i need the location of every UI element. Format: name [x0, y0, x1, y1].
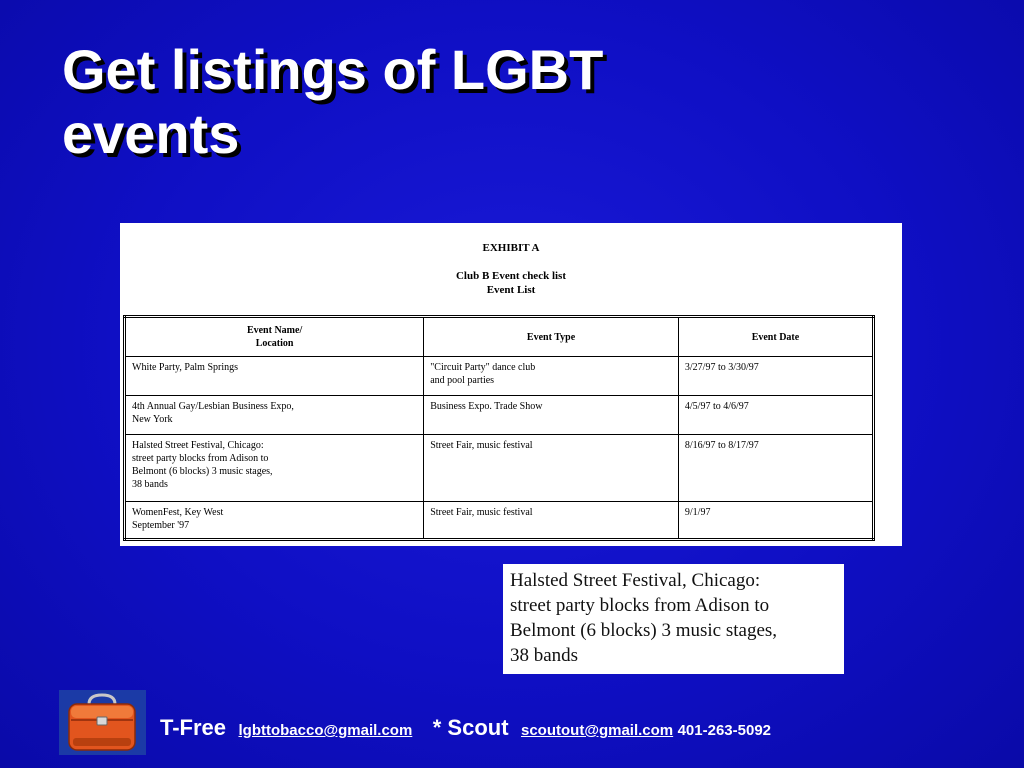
header-event-date: Event Date: [678, 317, 873, 357]
header-event-name: [125, 317, 424, 357]
zoom-line: Belmont (6 blocks) 3 music stages,: [510, 620, 778, 641]
cell-event-name-line: WomenFest, Key West: [132, 507, 224, 518]
zoom-line: Halsted Street Festival, Chicago:: [510, 570, 761, 591]
slide-title: [62, 38, 962, 166]
exhibit-list-title: Event List: [486, 284, 536, 296]
cell-event-type-line: "Circuit Party" dance club: [430, 362, 536, 373]
header-event-type: Event Type: [424, 317, 679, 357]
scout-label: * Scout: [432, 715, 509, 740]
event-table: [123, 315, 875, 541]
footer-contacts: [160, 715, 771, 741]
scout-email-link[interactable]: scoutout@gmail.com: [521, 722, 674, 739]
phone-number: 401-263-5092: [677, 722, 772, 739]
cell-event-type-line: Street Fair, music festival: [430, 440, 533, 451]
zoom-line: 38 bands: [510, 645, 579, 666]
slide-title-line-1: Get listings of LGBT: [62, 38, 604, 101]
tfree-email-link[interactable]: lgbttobacco@gmail.com: [238, 722, 413, 739]
cell-event-name-line: September '97: [132, 520, 190, 531]
cell-event-type-line: Business Expo. Trade Show: [430, 401, 543, 412]
tfree-label: T-Free: [160, 715, 227, 740]
table-row: [125, 396, 874, 435]
cell-event-name-line: White Party, Palm Springs: [132, 362, 239, 373]
cell-event-name-line: street party blocks from Adison to: [132, 453, 269, 464]
table-row: [125, 357, 874, 396]
cell-event-name: [125, 357, 424, 396]
cell-event-type: [424, 435, 679, 502]
cell-event-name-line: 38 bands: [132, 479, 168, 490]
cell-event-type-line: Street Fair, music festival: [430, 507, 533, 518]
zoom-line: street party blocks from Adison to: [510, 595, 770, 616]
cell-event-type: [424, 396, 679, 435]
cell-event-name: [125, 502, 424, 540]
cell-event-type: [424, 502, 679, 540]
cell-event-date: 9/1/97: [678, 502, 873, 540]
exhibit-title: EXHIBIT A: [482, 242, 540, 254]
cell-event-name-line: 4th Annual Gay/Lesbian Business Expo,: [132, 401, 294, 412]
cell-event-date: 3/27/97 to 3/30/97: [678, 357, 873, 396]
cell-event-name: [125, 435, 424, 502]
table-row: [125, 502, 874, 540]
table-row: [125, 435, 874, 502]
cell-event-type: [424, 357, 679, 396]
exhibit-document-image: [120, 223, 902, 546]
lunchbox-icon: [59, 690, 146, 755]
table-header-row: [125, 317, 874, 357]
cell-event-name-line: Belmont (6 blocks) 3 music stages,: [132, 466, 273, 477]
cell-event-date: 8/16/97 to 8/17/97: [678, 435, 873, 502]
cell-event-type-line: and pool parties: [430, 375, 495, 386]
header-event-name-line: Event Name/: [246, 325, 303, 336]
exhibit-subtitle: Club B Event check list: [455, 270, 566, 282]
cell-event-name: [125, 396, 424, 435]
cell-event-name-line: New York: [132, 414, 173, 425]
slide-title-line-2: events: [62, 102, 240, 165]
cell-event-date: 4/5/97 to 4/6/97: [678, 396, 873, 435]
zoomed-excerpt: [503, 564, 844, 674]
header-location-line: Location: [255, 338, 294, 349]
cell-event-name-line: Halsted Street Festival, Chicago:: [132, 440, 264, 451]
